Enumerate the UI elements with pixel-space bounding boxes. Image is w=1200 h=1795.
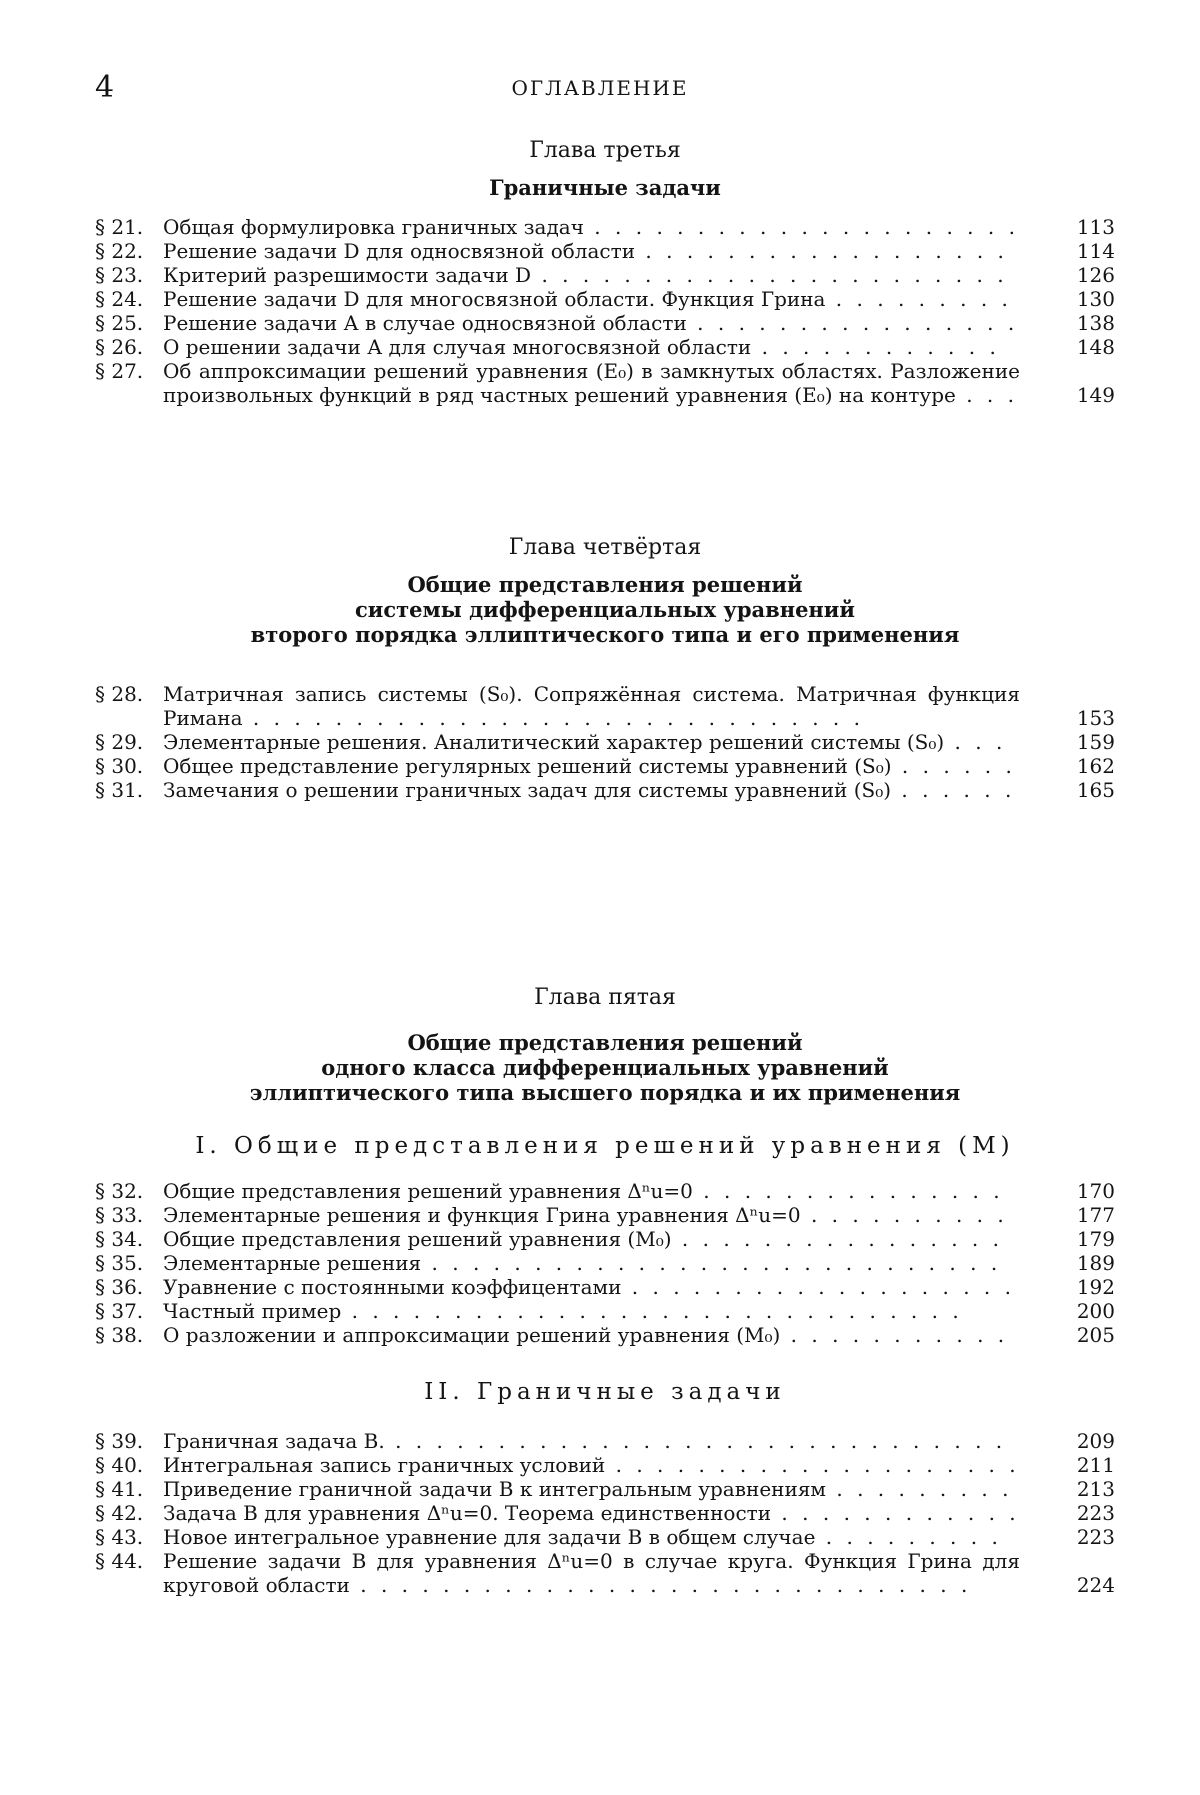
toc-entry[interactable]: [95, 1179, 1115, 1203]
section-number: § 23.: [95, 263, 143, 287]
section-number: § 31.: [95, 778, 143, 802]
part-title: II. Граничные задачи: [95, 1379, 1115, 1405]
section-title-block: [163, 1477, 1020, 1501]
section-title-block: [163, 335, 1020, 359]
leader-dots: . . . . . .: [891, 778, 1015, 802]
toc-entry[interactable]: [95, 1549, 1115, 1597]
section-title: Элементарные решения. Аналитический характер решений системы (S₀): [163, 730, 944, 754]
section-title: Замечания о решении граничных задач для системы уравнений (S₀): [163, 778, 891, 802]
page-ref: 209: [1035, 1429, 1115, 1453]
section-title: Приведение граничной задачи B к интегральным уравнениям: [163, 1477, 826, 1501]
section-title: Об аппроксимации решений уравнения (E₀) в замкнутых областях. Разложение произвольных функций в ряд частных решений уравнения (E₀) на контуре: [163, 359, 1020, 407]
section-number: § 28.: [95, 682, 143, 706]
section-number: § 21.: [95, 215, 143, 239]
section-title-block: [163, 1429, 1020, 1453]
chapter-title-line: эллиптического типа высшего порядка и их применения: [95, 1080, 1115, 1105]
toc-entry[interactable]: [95, 1525, 1115, 1549]
section-title: Решение задачи B для уравнения Δⁿu=0 в случае круга. Функция Грина для круговой области: [163, 1549, 1020, 1597]
leader-dots: . . . . . .: [892, 754, 1016, 778]
chapter-title-line: второго порядка эллиптического типа и его применения: [95, 622, 1115, 647]
section-number: § 38.: [95, 1323, 143, 1347]
chapter-title: [95, 1030, 1115, 1105]
section-title-block: [163, 1549, 1020, 1597]
section-number: § 30.: [95, 754, 143, 778]
toc-list: [95, 1429, 1115, 1597]
section-number: § 22.: [95, 239, 143, 263]
chapter-label: Глава пятая: [95, 985, 1115, 1010]
leader-dots: . . . . . . . . .: [825, 287, 1011, 311]
section-title: Граничная задача B.: [163, 1429, 385, 1453]
leader-dots: . . . . . . . . . . . . . . . . . . .: [621, 1275, 1015, 1299]
page-ref: 223: [1035, 1501, 1115, 1525]
toc-entry[interactable]: [95, 754, 1115, 778]
page-header: [95, 70, 1105, 110]
chapter-title-line: Общие представления решений: [95, 1030, 1115, 1055]
page-ref: 114: [1035, 239, 1115, 263]
section-title-block: [163, 1299, 1020, 1323]
leader-dots: . . . . . . . . . . . . . . . . . . . . . . .: [531, 263, 1007, 287]
chapter-title-line: одного класса дифференциальных уравнений: [95, 1055, 1115, 1080]
section-number: § 32.: [95, 1179, 143, 1203]
section-title: Общие представления решений уравнения Δⁿu=0: [163, 1179, 693, 1203]
section-title-block: [163, 287, 1020, 311]
section-title-block: [163, 239, 1020, 263]
section-title: Общее представление регулярных решений системы уравнений (S₀): [163, 754, 892, 778]
section-number: § 29.: [95, 730, 143, 754]
section-number: § 27.: [95, 359, 143, 383]
section-title: Решение задачи D для односвязной области: [163, 239, 635, 263]
leader-dots: . . . . . . . . . . . . . . . . . . . . .: [584, 215, 1019, 239]
leader-dots: . . .: [956, 383, 1018, 407]
toc-entry[interactable]: [95, 215, 1115, 239]
section-title: Частный пример: [163, 1299, 341, 1323]
section-number: § 41.: [95, 1477, 143, 1501]
page-ref: 153: [1035, 706, 1115, 730]
section-title-block: [163, 778, 1020, 802]
section-title-block: [163, 1179, 1020, 1203]
section-title: Задача B для уравнения Δⁿu=0. Теорема единственности: [163, 1501, 771, 1525]
toc-entry[interactable]: [95, 682, 1115, 730]
chapter-label: Глава четвёртая: [95, 535, 1115, 560]
toc-entry[interactable]: [95, 1203, 1115, 1227]
section-number: § 24.: [95, 287, 143, 311]
leader-dots: . . . . . . . . . . . . . . . . . . . . . . . . . . . .: [421, 1251, 1001, 1275]
page-ref: 223: [1035, 1525, 1115, 1549]
leader-dots: . . . . . . . . . .: [801, 1203, 1008, 1227]
leader-dots: . . . . . . . . . . . . . . .: [693, 1179, 1004, 1203]
section-title-block: [163, 1323, 1020, 1347]
page-ref: 177: [1035, 1203, 1115, 1227]
chapter-label: Глава третья: [95, 138, 1115, 163]
toc-entry[interactable]: [95, 311, 1115, 335]
section-number: § 33.: [95, 1203, 143, 1227]
section-title-block: [163, 1453, 1020, 1477]
toc-entry[interactable]: [95, 335, 1115, 359]
toc-entry[interactable]: [95, 239, 1115, 263]
section-title-block: [163, 1251, 1020, 1275]
toc-list: [95, 1179, 1115, 1347]
section-number: § 36.: [95, 1275, 143, 1299]
page-ref: 126: [1035, 263, 1115, 287]
section-number: § 43.: [95, 1525, 143, 1549]
section-title-block: [163, 1275, 1020, 1299]
toc-entry[interactable]: [95, 1275, 1115, 1299]
toc-entry[interactable]: [95, 1299, 1115, 1323]
section-title-block: [163, 1525, 1020, 1549]
part-title: I. Общие представления решений уравнения (M): [95, 1133, 1115, 1159]
leader-dots: . . . . . . . . . . . . . . . . . . . . . . . . . . . . . .: [243, 706, 864, 730]
chapter-4: [95, 535, 1115, 802]
section-title-block: [163, 730, 1020, 754]
page-ref: 200: [1035, 1299, 1115, 1323]
leader-dots: . . .: [944, 730, 1006, 754]
section-number: § 42.: [95, 1501, 143, 1525]
page-ref: 189: [1035, 1251, 1115, 1275]
toc-entry[interactable]: [95, 1477, 1115, 1501]
page-number: 4: [95, 70, 114, 105]
section-title: О разложении и аппроксимации решений уравнения (M₀): [163, 1323, 780, 1347]
toc-list: [95, 682, 1115, 802]
section-title: Общая формулировка граничных задач: [163, 215, 584, 239]
page-ref: 165: [1035, 778, 1115, 802]
toc-entry[interactable]: [95, 1429, 1115, 1453]
chapter-3: [95, 138, 1115, 407]
section-title-block: [163, 311, 1020, 335]
section-number: § 34.: [95, 1227, 143, 1251]
toc-entry[interactable]: [95, 778, 1115, 802]
chapter-title-line: системы дифференциальных уравнений: [95, 597, 1115, 622]
section-title-block: [163, 754, 1020, 778]
section-title-block: [163, 263, 1020, 287]
section-title: Интегральная запись граничных условий: [163, 1453, 605, 1477]
page-ref: 149: [1035, 383, 1115, 407]
section-number: § 26.: [95, 335, 143, 359]
book-page: [0, 0, 1200, 1795]
toc-entry[interactable]: [95, 1501, 1115, 1525]
chapter-title: Граничные задачи: [95, 175, 1115, 200]
section-title: Решение задачи D для многосвязной области. Функция Грина: [163, 287, 825, 311]
leader-dots: . . . . . . . . . . . . . . . . . . . . . . . . . . . . . .: [385, 1429, 1006, 1453]
page-ref: 130: [1035, 287, 1115, 311]
section-number: § 37.: [95, 1299, 143, 1323]
leader-dots: . . . . . . . . . . . . . . . . . . . .: [605, 1453, 1019, 1477]
page-ref: 179: [1035, 1227, 1115, 1251]
chapter-title: [95, 572, 1115, 647]
page-ref: 148: [1035, 335, 1115, 359]
toc-entry[interactable]: [95, 1227, 1115, 1251]
section-number: § 35.: [95, 1251, 143, 1275]
section-title: Уравнение с постоянными коэффицентами: [163, 1275, 621, 1299]
page-ref: 205: [1035, 1323, 1115, 1347]
page-ref: 211: [1035, 1453, 1115, 1477]
section-title: Новое интегральное уравнение для задачи B в общем случае: [163, 1525, 815, 1549]
toc-entry[interactable]: [95, 730, 1115, 754]
leader-dots: . . . . . . . . . . . . . . . .: [687, 311, 1018, 335]
section-number: § 25.: [95, 311, 143, 335]
page-ref: 213: [1035, 1477, 1115, 1501]
section-title: Элементарные решения: [163, 1251, 421, 1275]
toc-entry[interactable]: [95, 1453, 1115, 1477]
toc-entry[interactable]: [95, 1323, 1115, 1347]
page-ref: 192: [1035, 1275, 1115, 1299]
leader-dots: . . . . . . . . .: [826, 1477, 1012, 1501]
toc-list: [95, 215, 1115, 407]
page-ref: 170: [1035, 1179, 1115, 1203]
section-title: Решение задачи А в случае односвязной области: [163, 311, 687, 335]
section-title-block: [163, 1227, 1020, 1251]
leader-dots: . . . . . . . . . . . .: [751, 335, 1000, 359]
leader-dots: . . . . . . . . . . .: [780, 1323, 1008, 1347]
toc-entry[interactable]: [95, 287, 1115, 311]
chapter-title-line: Общие представления решений: [95, 572, 1115, 597]
running-title: ОГЛАВЛЕНИЕ: [95, 76, 1105, 100]
section-title: Элементарные решения и функция Грина уравнения Δⁿu=0: [163, 1203, 801, 1227]
section-number: § 44.: [95, 1549, 143, 1573]
section-title: Матричная запись системы (S₀). Сопряжённая система. Матричная функция Римана: [163, 682, 1020, 730]
section-title-block: [163, 1501, 1020, 1525]
leader-dots: . . . . . . . . .: [815, 1525, 1001, 1549]
leader-dots: . . . . . . . . . . . . . . . . . . . . . . . . . . . . . .: [341, 1299, 962, 1323]
section-title-block: [163, 215, 1020, 239]
chapter-5: [95, 985, 1115, 1597]
page-ref: 159: [1035, 730, 1115, 754]
toc-entry[interactable]: [95, 359, 1115, 407]
section-number: § 40.: [95, 1453, 143, 1477]
section-title: О решении задачи А для случая многосвязной области: [163, 335, 751, 359]
section-number: § 39.: [95, 1429, 143, 1453]
leader-dots: . . . . . . . . . . . . . . . . . . . . . . . . . . . . . .: [350, 1573, 971, 1597]
section-title-block: [163, 682, 1020, 730]
leader-dots: . . . . . . . . . . . . . . . . . .: [635, 239, 1008, 263]
section-title: Общие представления решений уравнения (M₀): [163, 1227, 672, 1251]
leader-dots: . . . . . . . . . . . . . . . .: [672, 1227, 1003, 1251]
page-ref: 113: [1035, 215, 1115, 239]
section-title-block: [163, 359, 1020, 407]
section-title-block: [163, 1203, 1020, 1227]
section-title: Критерий разрешимости задачи D: [163, 263, 531, 287]
toc-entry[interactable]: [95, 1251, 1115, 1275]
page-ref: 162: [1035, 754, 1115, 778]
toc-entry[interactable]: [95, 263, 1115, 287]
page-ref: 138: [1035, 311, 1115, 335]
leader-dots: . . . . . . . . . . . .: [771, 1501, 1020, 1525]
page-ref: 224: [1035, 1573, 1115, 1597]
